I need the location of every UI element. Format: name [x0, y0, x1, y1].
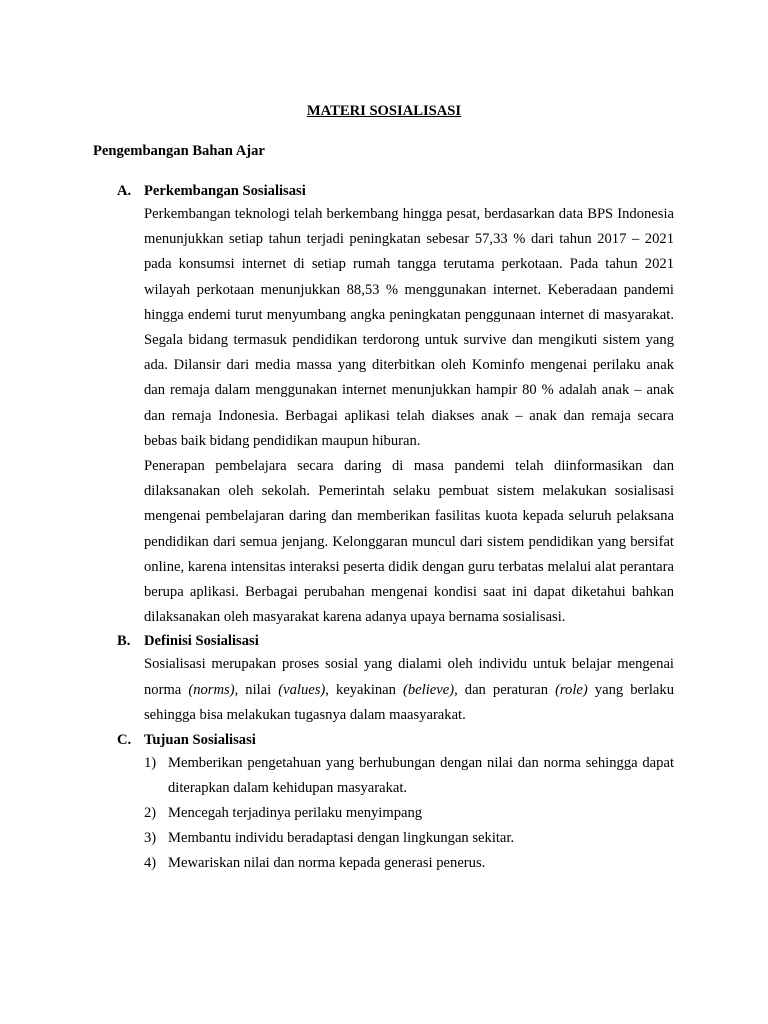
list-item	[144, 801, 674, 826]
list-number: 2)	[144, 804, 157, 821]
term-norms: (norms)	[188, 681, 235, 698]
definition-text: , keyakinan	[325, 681, 404, 698]
list-number: 1)	[144, 754, 157, 771]
definition-text: Sosialisasi merupakan proses sosial yang dialami oleh individu untuk belajar mengenai norma	[144, 656, 674, 698]
document-body	[117, 180, 674, 876]
document-subtitle: Pengembangan Bahan Ajar	[93, 143, 265, 159]
definition-paragraph	[144, 652, 674, 729]
term-values: (values)	[278, 681, 326, 698]
list-item	[144, 826, 674, 851]
section-letter: B.	[117, 633, 131, 650]
section-title: Tujuan Sosialisasi	[144, 731, 256, 748]
definition-text: , nilai	[234, 681, 279, 698]
list-text: Mencegah terjadinya perilaku menyimpang	[168, 804, 423, 821]
section-title: Definisi Sosialisasi	[144, 633, 259, 650]
list-text: Mewariskan nilai dan norma kepada generasi penerus.	[168, 854, 486, 871]
section-letter: A.	[117, 183, 132, 199]
section-letter: C.	[117, 731, 132, 748]
section-title: Perkembangan Sosialisasi	[144, 183, 306, 199]
section-definisi	[117, 630, 674, 729]
section-tujuan	[117, 729, 674, 876]
goal-list	[144, 751, 674, 876]
list-text: Membantu individu beradaptasi dengan lingkungan sekitar.	[168, 829, 515, 846]
section-perkembangan	[117, 180, 674, 630]
section-heading	[117, 630, 674, 652]
term-believe: (believe)	[403, 681, 455, 698]
term-role: (role)	[555, 681, 588, 698]
paragraph: Perkembangan teknologi telah berkembang hingga pesat, berdasarkan data BPS Indonesia menunjukkan setiap tahun terjadi peningkatan sebesar 57,33 % dari tahun 2017 – 2021 pada konsumsi internet di setiap rumah tangga terutama perkotaan. Pada tahun 2021 wilayah perkotaan menunjukkan 88,53 % menggunakan internet. Keberadaan pandemi hingga endemi turut menyumbang angka peningkatan penggunaan internet di masyarakat. Segala bidang termasuk pendidikan terdorong untuk survive dan mengikuti sistem yang ada. Dilansir dari media massa yang diterbitkan oleh Kominfo mengenai perilaku anak dan remaja dalam menggunakan internet menunjukkan hampir 80 % adalah anak – anak dan remaja Indonesia. Berbagai aplikasi telah diakses anak – anak dan remaja secara bebas baik bidang pendidikan maupun hiburan.	[144, 206, 674, 449]
document-title: MATERI SOSIALISASI	[306, 103, 462, 119]
list-number: 4)	[144, 854, 157, 871]
list-number: 3)	[144, 829, 157, 846]
definition-text: yang berlaku sehingga bisa melakukan tugasnya dalam maasyarakat.	[144, 681, 674, 724]
section-heading	[117, 729, 674, 751]
list-item	[144, 751, 674, 801]
list-item	[144, 851, 674, 876]
paragraph: Penerapan pembelajara secara daring di masa pandemi telah diinformasikan dan dilaksanakan oleh sekolah. Pemerintah selaku pembuat sistem melakukan sosialisasi mengenai pembelajaran daring dan memberikan fasilitas kuota kepada seluruh pelaksana pendidikan dari semua jenjang. Kelonggaran muncul dari sistem pendidikan yang bersifat online, karena intensitas interaksi peserta didik dengan guru terbatas melalui alat perantara berupa aplikasi. Berbagai perubahan mengenai kondisi saat ini dapat diketahui bahkan dilaksanakan oleh masyarakat karena adanya upaya bernama sosialisasi.	[144, 458, 674, 626]
list-text: Memberikan pengetahuan yang berhubungan dengan nilai dan norma sehingga dapat diterapkan dalam kehidupan masyarakat.	[168, 754, 674, 796]
section-heading	[117, 180, 674, 202]
definition-text: , dan peraturan	[454, 681, 556, 698]
